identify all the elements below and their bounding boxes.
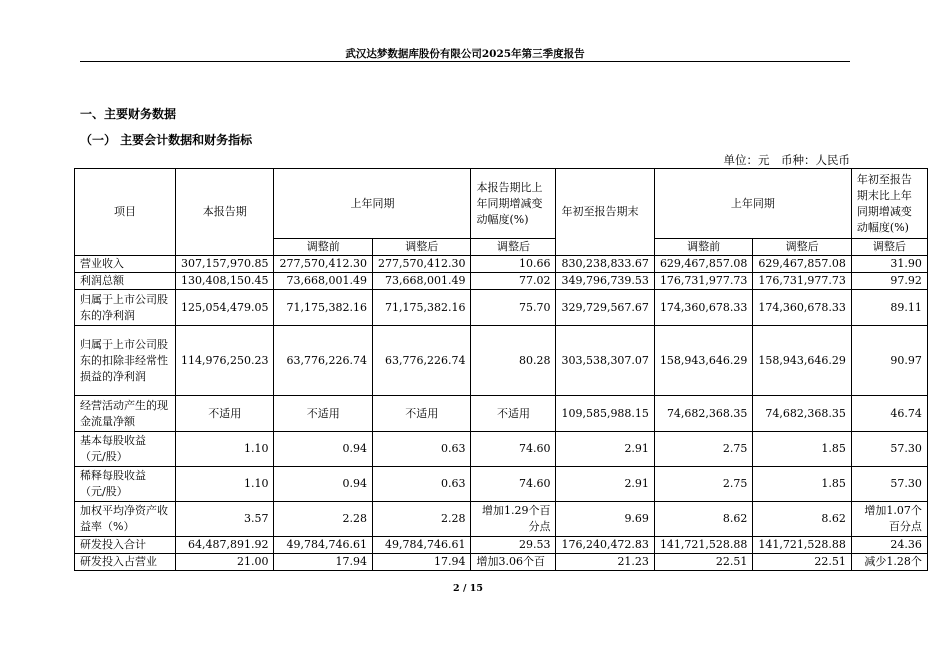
cell-value: 增加1.29个百分点 <box>471 502 556 537</box>
table-row <box>75 256 928 273</box>
cell-value: 830,238,833.67 <box>556 256 654 273</box>
row-label: 基本每股收益（元/股） <box>75 432 176 467</box>
unit-currency-line: 单位：元 币种：人民币 <box>723 153 850 167</box>
cell-value: 303,538,307.07 <box>556 326 654 396</box>
cell-value: 158,943,646.29 <box>753 326 851 396</box>
cell-value: 277,570,412.30 <box>372 256 470 273</box>
cell-value: 10.66 <box>471 256 556 273</box>
cell-value: 97.92 <box>851 273 927 290</box>
head-prev-period: 上年同期 <box>274 169 471 239</box>
cell-value: 73,668,001.49 <box>372 273 470 290</box>
cell-value: 49,784,746.61 <box>372 537 470 554</box>
row-label: 归属于上市公司股东的扣除非经常性损益的净利润 <box>75 326 176 396</box>
table-row <box>75 326 928 396</box>
cell-value: 64,487,891.92 <box>176 537 274 554</box>
cell-value: 71,175,382.16 <box>274 290 372 326</box>
cell-value: 89.11 <box>851 290 927 326</box>
cell-value: 63,776,226.74 <box>372 326 470 396</box>
cell-value: 2.28 <box>372 502 470 537</box>
cell-value: 1.85 <box>753 467 851 502</box>
cell-value: 307,157,970.85 <box>176 256 274 273</box>
cell-value: 629,467,857.08 <box>753 256 851 273</box>
cell-value: 增加1.07个百分点 <box>851 502 927 537</box>
table-row <box>75 273 928 290</box>
table-row <box>75 554 928 571</box>
head-period-change: 本报告期比上年同期增减变动幅度(%) <box>471 169 556 239</box>
cell-value: 176,731,977.73 <box>753 273 851 290</box>
table-row <box>75 432 928 467</box>
row-label: 研发投入合计 <box>75 537 176 554</box>
head-current-period: 本报告期 <box>176 169 274 256</box>
cell-value: 17.94 <box>274 554 372 571</box>
cell-value: 21.00 <box>176 554 274 571</box>
head-before-adj: 调整前 <box>274 239 372 256</box>
cell-value: 629,467,857.08 <box>654 256 752 273</box>
cell-value: 73,668,001.49 <box>274 273 372 290</box>
row-label: 归属于上市公司股东的净利润 <box>75 290 176 326</box>
cell-value: 24.36 <box>851 537 927 554</box>
cell-value: 2.75 <box>654 432 752 467</box>
cell-value: 2.91 <box>556 432 654 467</box>
cell-value: 130,408,150.45 <box>176 273 274 290</box>
table-row <box>75 467 928 502</box>
cell-value: 77.02 <box>471 273 556 290</box>
cell-value: 57.30 <box>851 467 927 502</box>
cell-value: 减少1.28个 <box>851 554 927 571</box>
row-label: 稀释每股收益（元/股） <box>75 467 176 502</box>
cell-value: 不适用 <box>372 396 470 432</box>
section-subheading: （一） 主要会计数据和财务指标 <box>80 133 253 147</box>
cell-value: 8.62 <box>753 502 851 537</box>
cell-value: 176,240,472.83 <box>556 537 654 554</box>
header-rule <box>80 61 850 62</box>
cell-value: 109,585,988.15 <box>556 396 654 432</box>
head-ytd: 年初至报告期末 <box>556 169 654 256</box>
row-label: 利润总额 <box>75 273 176 290</box>
cell-value: 3.57 <box>176 502 274 537</box>
report-header-title: 武汉达梦数据库股份有限公司2025年第三季度报告 <box>345 48 585 60</box>
table-row <box>75 290 928 326</box>
table-row <box>75 537 928 554</box>
cell-value: 0.63 <box>372 432 470 467</box>
row-label: 研发投入占营业 <box>75 554 176 571</box>
cell-value: 0.94 <box>274 467 372 502</box>
cell-value: 90.97 <box>851 326 927 396</box>
head-ytd-change: 年初至报告期末比上年同期增减变动幅度(%) <box>851 169 927 239</box>
cell-value: 74,682,368.35 <box>654 396 752 432</box>
cell-value: 0.63 <box>372 467 470 502</box>
cell-value: 80.28 <box>471 326 556 396</box>
cell-value: 49,784,746.61 <box>274 537 372 554</box>
cell-value: 46.74 <box>851 396 927 432</box>
cell-value: 176,731,977.73 <box>654 273 752 290</box>
cell-value: 349,796,739.53 <box>556 273 654 290</box>
cell-value: 22.51 <box>654 554 752 571</box>
cell-value: 75.70 <box>471 290 556 326</box>
cell-value: 71,175,382.16 <box>372 290 470 326</box>
cell-value: 277,570,412.30 <box>274 256 372 273</box>
cell-value: 141,721,528.88 <box>753 537 851 554</box>
cell-value: 158,943,646.29 <box>654 326 752 396</box>
cell-value: 2.91 <box>556 467 654 502</box>
cell-value: 不适用 <box>471 396 556 432</box>
cell-value: 不适用 <box>274 396 372 432</box>
head-before-adj-ytd: 调整前 <box>654 239 752 256</box>
cell-value: 1.10 <box>176 467 274 502</box>
row-label: 营业收入 <box>75 256 176 273</box>
head-prev-ytd: 上年同期 <box>654 169 851 239</box>
financial-data-table <box>74 168 928 571</box>
cell-value: 29.53 <box>471 537 556 554</box>
cell-value: 17.94 <box>372 554 470 571</box>
cell-value: 63,776,226.74 <box>274 326 372 396</box>
cell-value: 0.94 <box>274 432 372 467</box>
head-after-adj-change: 调整后 <box>471 239 556 256</box>
table-row <box>75 396 928 432</box>
cell-value: 21.23 <box>556 554 654 571</box>
section-heading: 一、主要财务数据 <box>80 107 177 121</box>
cell-value: 1.10 <box>176 432 274 467</box>
cell-value: 74,682,368.35 <box>753 396 851 432</box>
head-after-adj: 调整后 <box>372 239 470 256</box>
cell-value: 74.60 <box>471 432 556 467</box>
cell-value: 22.51 <box>753 554 851 571</box>
cell-value: 2.28 <box>274 502 372 537</box>
cell-value: 不适用 <box>176 396 274 432</box>
cell-value: 31.90 <box>851 256 927 273</box>
cell-value: 141,721,528.88 <box>654 537 752 554</box>
head-after-adj-ytd-change: 调整后 <box>851 239 927 256</box>
cell-value: 8.62 <box>654 502 752 537</box>
cell-value: 125,054,479.05 <box>176 290 274 326</box>
cell-value: 329,729,567.67 <box>556 290 654 326</box>
cell-value: 9.69 <box>556 502 654 537</box>
cell-value: 174,360,678.33 <box>753 290 851 326</box>
head-item: 项目 <box>75 169 176 256</box>
cell-value: 2.75 <box>654 467 752 502</box>
cell-value: 增加3.06个百 <box>471 554 556 571</box>
cell-value: 1.85 <box>753 432 851 467</box>
row-label: 加权平均净资产收益率（%） <box>75 502 176 537</box>
row-label: 经营活动产生的现金流量净额 <box>75 396 176 432</box>
cell-value: 174,360,678.33 <box>654 290 752 326</box>
cell-value: 74.60 <box>471 467 556 502</box>
cell-value: 114,976,250.23 <box>176 326 274 396</box>
head-after-adj-ytd: 调整后 <box>753 239 851 256</box>
page-number: 2 / 15 <box>453 583 483 594</box>
cell-value: 57.30 <box>851 432 927 467</box>
table-row <box>75 502 928 537</box>
